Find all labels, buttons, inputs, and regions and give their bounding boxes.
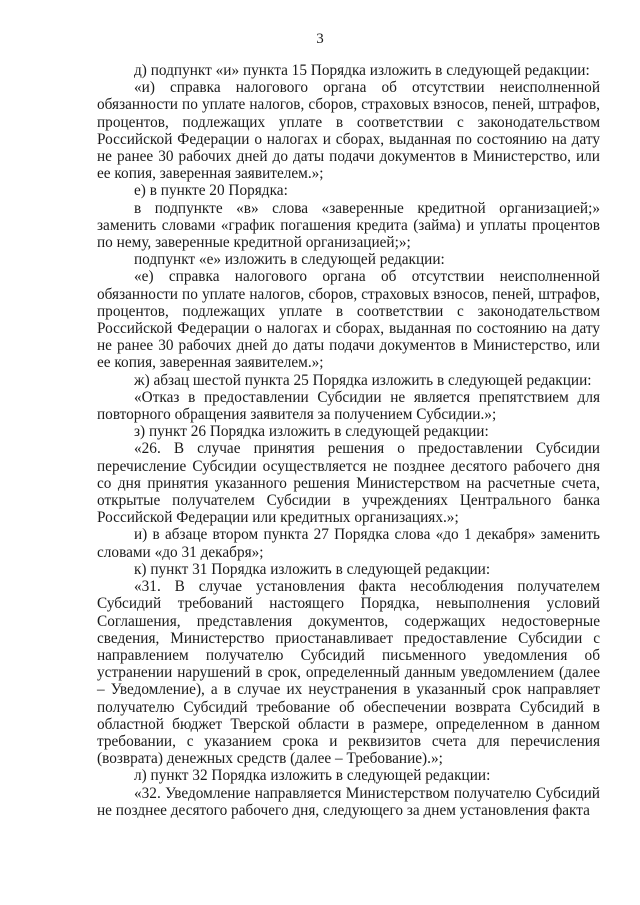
paragraph-e-text: «е) справка налогового органа об отсутствии неисполненной обязанности по уплате налогов, сборов, страховых взносов, пеней, штрафов, процентов, подлежащих уплате в соответствии с законодательством Российской Федерации о налогах и сборах, выданная по состоянию на дату не ранее 30 рабочих дней до даты подачи документов в Министерство, или ее копия, заверенная заявителем.»; [97, 268, 600, 372]
paragraph-26-text: «26. В случае принятия решения о предоставлении Субсидии перечисление Субсидии осуществляется не позднее десятого рабочего дня со дня принятия указанного решения Министерством на расчетные счета, открытые получателем Субсидии в учреждениях Центрального банка Российской Федерации или кредитных организациях.»; [97, 440, 600, 527]
paragraph-i-text: «и) справка налогового органа об отсутствии неисполненной обязанности по уплате налогов, сборов, страховых взносов, пеней, штрафов, процентов, подлежащих уплате в соответствии с законодательством Российской Федерации о налогах и сборах, выданная по состоянию на дату не ранее 30 рабочих дней до даты подачи документов в Министерство, или ее копия, заверенная заявителем.»; [97, 79, 600, 183]
document-body [97, 62, 600, 819]
page-number: 3 [316, 31, 324, 47]
paragraph-e-heading: е) в пункте 20 Порядка: [134, 182, 288, 200]
paragraph-i-27-amendment: и) в абзаце втором пункта 27 Порядка слова «до 1 декабря» заменить словами «до 31 декабря»; [97, 526, 600, 561]
paragraph-d-heading: д) подпункт «и» пункта 15 Порядка изложить в следующей редакции: [134, 62, 590, 79]
paragraph-31-text: «31. В случае установления факта несоблюдения получателем Субсидий требований настоящего Порядка, невыполнения условий Соглашения, представления документов, содержащих недостоверные сведения, Министерство приостанавливает предоставление Субсидии с направлением получателю Субсидий письменного уведомления об устранении нарушений в срок, определенный данным уведомлением (далее – Уведомление), а в случае их неустранения в указанный срок направляет получателю Субсидий требование об обеспечении возврата Субсидий в областной бюджет Тверской области в размере, определенном в данном требовании, с указанием срока и реквизитов счета для перечисления (возврата) денежных средств (далее – Требование).»; [97, 578, 600, 768]
paragraph-zh-text: «Отказ в предоставлении Субсидии не является препятствием для повторного обращения заявителя за получением Субсидии.»; [97, 388, 600, 424]
paragraph-e-v-amendment: в подпункте «в» слова «заверенные кредитной организацией;» заменить словами «график погашения кредита (займа) и уплаты процентов по нему, заверенные кредитной организацией;»; [97, 199, 600, 252]
paragraph-z-heading: з) пункт 26 Порядка изложить в следующей редакции: [134, 423, 489, 441]
paragraph-l-heading: л) пункт 32 Порядка изложить в следующей редакции: [134, 767, 491, 785]
paragraph-k-heading: к) пункт 31 Порядка изложить в следующей редакции: [134, 560, 491, 578]
paragraph-zh-heading: ж) абзац шестой пункта 25 Порядка изложить в следующей редакции: [134, 371, 592, 389]
paragraph-32-text: «32. Уведомление направляется Министерством получателю Субсидий не позднее десятого рабочего дня, следующего за днем установления факта [97, 784, 600, 819]
paragraph-e-sub-heading: подпункт «е» изложить в следующей редакции: [134, 251, 445, 269]
